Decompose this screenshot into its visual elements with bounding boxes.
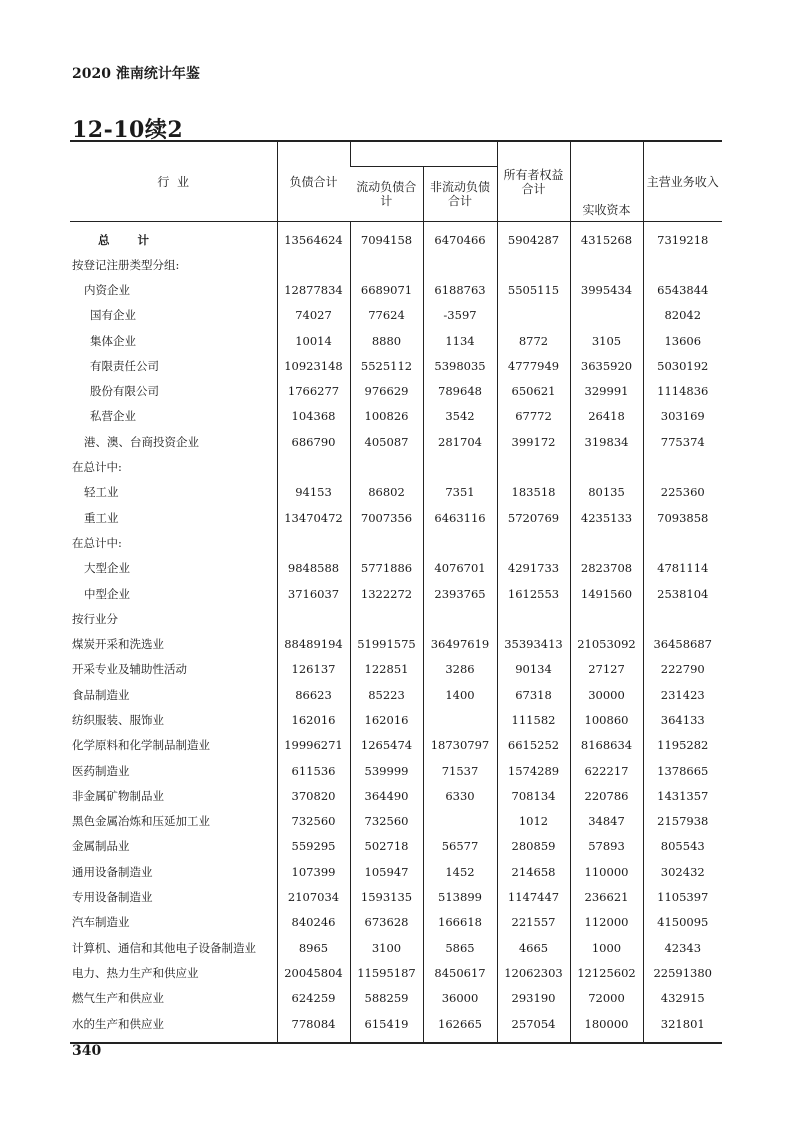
row-label: 黑色金属冶炼和压延加工业: [72, 814, 210, 829]
cell-value: 4076701: [423, 556, 497, 581]
cell-value: 13564624: [277, 222, 350, 253]
cell-value: 80135: [570, 480, 643, 505]
cell-value: 1105397: [643, 884, 722, 909]
row-label: 煤炭开采和洗选业: [72, 637, 164, 652]
table-row: [70, 758, 722, 783]
row-label: 化学原料和化学制品制造业: [72, 738, 210, 753]
cell-value: 34847: [570, 809, 643, 834]
cell-value: 74027: [277, 303, 350, 328]
cell-value: 8965: [277, 935, 350, 960]
cell-value: 6543844: [643, 277, 722, 302]
table-row: [70, 328, 722, 353]
cell-value: 222790: [643, 657, 722, 682]
cell-value: 7319218: [643, 222, 722, 253]
cell-value: 1400: [423, 682, 497, 707]
row-label: 汽车制造业: [72, 915, 130, 930]
row-label: 医药制造业: [72, 763, 130, 778]
cell-value: 2107034: [277, 884, 350, 909]
cell-value: 126137: [277, 657, 350, 682]
cell-value: 303169: [643, 404, 722, 429]
row-label: 集体企业: [90, 333, 136, 348]
col-header-paid-in-capital: 实收资本: [570, 141, 643, 222]
cell-value: 5398035: [423, 353, 497, 378]
cell-value: 622217: [570, 758, 643, 783]
table-row: [70, 884, 722, 909]
cell-value: 5720769: [497, 505, 570, 530]
cell-value: 11595187: [350, 960, 423, 985]
cell-value: [497, 303, 570, 328]
cell-value: 1134: [423, 328, 497, 353]
cell-value: 321801: [643, 1011, 722, 1043]
row-label: 内资企业: [84, 282, 130, 297]
cell-value: 8168634: [570, 733, 643, 758]
cell-value: 51991575: [350, 631, 423, 656]
cell-value: 183518: [497, 480, 570, 505]
cell-value: 5771886: [350, 556, 423, 581]
cell-value: 588259: [350, 986, 423, 1011]
cell-value: 1265474: [350, 733, 423, 758]
cell-value: [570, 530, 643, 555]
running-header: 2020 淮南统计年鉴: [72, 66, 200, 82]
cell-value: 6470466: [423, 222, 497, 253]
cell-value: 162665: [423, 1011, 497, 1043]
table-row: [70, 429, 722, 454]
row-label: 非金属矿物制品业: [72, 788, 164, 803]
table-row: [70, 809, 722, 834]
cell-value: 3286: [423, 657, 497, 682]
row-label: 大型企业: [84, 561, 130, 576]
cell-value: 27127: [570, 657, 643, 682]
table-row: [70, 783, 722, 808]
table-row: [70, 353, 722, 378]
table-row: [70, 910, 722, 935]
row-label: 食品制造业: [72, 687, 130, 702]
cell-value: 302432: [643, 859, 722, 884]
table-row: [70, 859, 722, 884]
cell-value: 56577: [423, 834, 497, 859]
cell-value: [277, 606, 350, 631]
row-label: 有限责任公司: [90, 358, 159, 373]
row-label: 国有企业: [90, 308, 136, 323]
cell-value: 122851: [350, 657, 423, 682]
cell-value: 6330: [423, 783, 497, 808]
table-row: [70, 530, 722, 555]
cell-value: 220786: [570, 783, 643, 808]
table-row: [70, 657, 722, 682]
table-row: [70, 733, 722, 758]
cell-value: 6689071: [350, 277, 423, 302]
table-header: [70, 141, 722, 222]
cell-value: 225360: [643, 480, 722, 505]
cell-value: [350, 606, 423, 631]
cell-value: 775374: [643, 429, 722, 454]
cell-value: 2393765: [423, 581, 497, 606]
table-row: [70, 631, 722, 656]
cell-value: 513899: [423, 884, 497, 909]
cell-value: 5030192: [643, 353, 722, 378]
cell-value: 3716037: [277, 581, 350, 606]
row-label: 开采专业及辅助性活动: [72, 662, 187, 677]
cell-value: 2538104: [643, 581, 722, 606]
col-header-owners-equity: 所有者权益合计: [497, 141, 570, 222]
statistics-table: [70, 140, 722, 1044]
table-row: [70, 834, 722, 859]
cell-value: 236621: [570, 884, 643, 909]
cell-value: 280859: [497, 834, 570, 859]
cell-value: 26418: [570, 404, 643, 429]
cell-value: 7351: [423, 480, 497, 505]
cell-value: 10014: [277, 328, 350, 353]
cell-value: 281704: [423, 429, 497, 454]
cell-value: 650621: [497, 378, 570, 403]
table-row: [70, 378, 722, 403]
cell-value: 57893: [570, 834, 643, 859]
cell-value: 364133: [643, 707, 722, 732]
table-row: [70, 252, 722, 277]
cell-value: 104368: [277, 404, 350, 429]
cell-value: 4291733: [497, 556, 570, 581]
cell-value: 3105: [570, 328, 643, 353]
cell-value: 94153: [277, 480, 350, 505]
cell-value: [423, 707, 497, 732]
row-label: 燃气生产和供应业: [72, 991, 164, 1006]
row-label: 纺织服装、服饰业: [72, 712, 164, 727]
table-row: [70, 960, 722, 985]
cell-value: [350, 530, 423, 555]
row-label: 私营企业: [90, 409, 136, 424]
cell-value: 976629: [350, 378, 423, 403]
cell-value: 502718: [350, 834, 423, 859]
cell-value: 615419: [350, 1011, 423, 1043]
cell-value: [570, 606, 643, 631]
col-header-industry: 行 业: [70, 141, 277, 222]
cell-value: 110000: [570, 859, 643, 884]
cell-value: 611536: [277, 758, 350, 783]
cell-value: 36497619: [423, 631, 497, 656]
cell-value: 293190: [497, 986, 570, 1011]
table-row: [70, 303, 722, 328]
row-label: 通用设备制造业: [72, 864, 153, 879]
row-label: 按行业分: [72, 611, 118, 626]
row-label: 计算机、通信和其他电子设备制造业: [72, 940, 256, 955]
cell-value: 805543: [643, 834, 722, 859]
cell-value: [497, 454, 570, 479]
cell-value: 20045804: [277, 960, 350, 985]
cell-value: 4315268: [570, 222, 643, 253]
cell-value: 1574289: [497, 758, 570, 783]
cell-value: 72000: [570, 986, 643, 1011]
cell-value: 3100: [350, 935, 423, 960]
cell-value: 107399: [277, 859, 350, 884]
cell-value: 86623: [277, 682, 350, 707]
cell-value: [277, 252, 350, 277]
row-label: 在总计中:: [72, 460, 122, 475]
cell-value: 364490: [350, 783, 423, 808]
cell-value: 13470472: [277, 505, 350, 530]
row-label: 股份有限公司: [90, 384, 159, 399]
col-header-main-revenue: 主营业务收入: [643, 141, 722, 222]
cell-value: 111582: [497, 707, 570, 732]
cell-value: 12877834: [277, 277, 350, 302]
cell-value: 778084: [277, 1011, 350, 1043]
cell-value: 559295: [277, 834, 350, 859]
cell-value: 5525112: [350, 353, 423, 378]
row-label: 水的生产和供应业: [72, 1016, 164, 1031]
cell-value: 8880: [350, 328, 423, 353]
col-header-total-liabilities: 负债合计: [277, 141, 350, 222]
cell-value: 1612553: [497, 581, 570, 606]
cell-value: 2157938: [643, 809, 722, 834]
statistics-table-container: [70, 140, 722, 1044]
cell-value: 329991: [570, 378, 643, 403]
table-row: [70, 1011, 722, 1043]
cell-value: [497, 530, 570, 555]
cell-value: [423, 530, 497, 555]
cell-value: 3995434: [570, 277, 643, 302]
cell-value: 686790: [277, 429, 350, 454]
cell-value: 88489194: [277, 631, 350, 656]
cell-value: 13606: [643, 328, 722, 353]
cell-value: 370820: [277, 783, 350, 808]
cell-value: 319834: [570, 429, 643, 454]
cell-value: 21053092: [570, 631, 643, 656]
cell-value: 8450617: [423, 960, 497, 985]
row-label: 金属制品业: [72, 839, 130, 854]
cell-value: 732560: [350, 809, 423, 834]
cell-value: 1012: [497, 809, 570, 834]
cell-value: 1491560: [570, 581, 643, 606]
row-label: 港、澳、台商投资企业: [84, 434, 199, 449]
cell-value: 12125602: [570, 960, 643, 985]
cell-value: 732560: [277, 809, 350, 834]
table-row: [70, 606, 722, 631]
table-body: [70, 222, 722, 1044]
cell-value: 166618: [423, 910, 497, 935]
row-label: 重工业: [84, 510, 119, 525]
cell-value: [570, 303, 643, 328]
cell-value: 405087: [350, 429, 423, 454]
cell-value: 100826: [350, 404, 423, 429]
cell-value: 5505115: [497, 277, 570, 302]
cell-value: 5904287: [497, 222, 570, 253]
cell-value: 67318: [497, 682, 570, 707]
cell-value: [643, 454, 722, 479]
cell-value: 71537: [423, 758, 497, 783]
cell-value: [423, 252, 497, 277]
table-row: [70, 707, 722, 732]
cell-value: 624259: [277, 986, 350, 1011]
cell-value: [350, 454, 423, 479]
row-label: 按登记注册类型分组:: [72, 257, 180, 272]
cell-value: 4781114: [643, 556, 722, 581]
cell-value: [497, 252, 570, 277]
cell-value: 7093858: [643, 505, 722, 530]
cell-value: 4665: [497, 935, 570, 960]
cell-value: 1195282: [643, 733, 722, 758]
page-number: 340: [72, 1043, 102, 1059]
cell-value: [643, 252, 722, 277]
cell-value: 7007356: [350, 505, 423, 530]
cell-value: 19996271: [277, 733, 350, 758]
cell-value: 4777949: [497, 353, 570, 378]
cell-value: 36458687: [643, 631, 722, 656]
col-header-current-liabilities: 流动负债合计: [350, 167, 423, 222]
cell-value: 90134: [497, 657, 570, 682]
cell-value: 162016: [277, 707, 350, 732]
cell-value: 112000: [570, 910, 643, 935]
cell-value: 399172: [497, 429, 570, 454]
cell-value: 36000: [423, 986, 497, 1011]
table-row: [70, 505, 722, 530]
row-label: 在总计中:: [72, 535, 122, 550]
cell-value: 1593135: [350, 884, 423, 909]
table-row: [70, 404, 722, 429]
table-row: [70, 480, 722, 505]
cell-value: 1766277: [277, 378, 350, 403]
cell-value: 67772: [497, 404, 570, 429]
cell-value: 42343: [643, 935, 722, 960]
cell-value: [423, 809, 497, 834]
row-label: 轻工业: [84, 485, 119, 500]
cell-value: 6615252: [497, 733, 570, 758]
cell-value: 673628: [350, 910, 423, 935]
cell-value: 1000: [570, 935, 643, 960]
cell-value: 6188763: [423, 277, 497, 302]
cell-value: 82042: [643, 303, 722, 328]
cell-value: 2823708: [570, 556, 643, 581]
cell-value: -3597: [423, 303, 497, 328]
cell-value: [423, 606, 497, 631]
cell-value: [643, 530, 722, 555]
cell-value: 35393413: [497, 631, 570, 656]
table-row: [70, 277, 722, 302]
cell-value: 30000: [570, 682, 643, 707]
cell-value: [643, 606, 722, 631]
cell-value: 4235133: [570, 505, 643, 530]
table-row: [70, 682, 722, 707]
cell-value: 257054: [497, 1011, 570, 1043]
col-header-noncurrent-liabilities: 非流动负债合计: [423, 167, 497, 222]
cell-value: 18730797: [423, 733, 497, 758]
row-label: 中型企业: [84, 586, 130, 601]
table-row: [70, 986, 722, 1011]
cell-value: 3635920: [570, 353, 643, 378]
cell-value: 1114836: [643, 378, 722, 403]
cell-value: 1322272: [350, 581, 423, 606]
cell-value: 221557: [497, 910, 570, 935]
cell-value: 539999: [350, 758, 423, 783]
cell-value: 180000: [570, 1011, 643, 1043]
cell-value: 1378665: [643, 758, 722, 783]
cell-value: 708134: [497, 783, 570, 808]
row-label: 总 计: [98, 233, 162, 247]
cell-value: 8772: [497, 328, 570, 353]
cell-value: 3542: [423, 404, 497, 429]
cell-value: 5865: [423, 935, 497, 960]
cell-value: [423, 454, 497, 479]
table-row: [70, 556, 722, 581]
cell-value: 77624: [350, 303, 423, 328]
cell-value: 10923148: [277, 353, 350, 378]
cell-value: 12062303: [497, 960, 570, 985]
cell-value: 231423: [643, 682, 722, 707]
table-title: 12-10续2: [72, 117, 184, 143]
cell-value: 6463116: [423, 505, 497, 530]
cell-value: 7094158: [350, 222, 423, 253]
table-row: [70, 581, 722, 606]
row-label: 专用设备制造业: [72, 890, 153, 905]
cell-value: 1452: [423, 859, 497, 884]
cell-value: 789648: [423, 378, 497, 403]
col-header-liabilities-group: [350, 141, 497, 167]
cell-value: [570, 252, 643, 277]
cell-value: 214658: [497, 859, 570, 884]
cell-value: 432915: [643, 986, 722, 1011]
cell-value: [497, 606, 570, 631]
cell-value: 100860: [570, 707, 643, 732]
cell-value: [277, 454, 350, 479]
cell-value: 9848588: [277, 556, 350, 581]
cell-value: 105947: [350, 859, 423, 884]
cell-value: 22591380: [643, 960, 722, 985]
cell-value: 1431357: [643, 783, 722, 808]
cell-value: 85223: [350, 682, 423, 707]
cell-value: 4150095: [643, 910, 722, 935]
cell-value: [350, 252, 423, 277]
cell-value: [570, 454, 643, 479]
cell-value: [277, 530, 350, 555]
cell-value: 162016: [350, 707, 423, 732]
cell-value: 1147447: [497, 884, 570, 909]
table-row: [70, 222, 722, 253]
cell-value: 86802: [350, 480, 423, 505]
table-row: [70, 454, 722, 479]
cell-value: 840246: [277, 910, 350, 935]
row-label: 电力、热力生产和供应业: [72, 965, 199, 980]
table-row: [70, 935, 722, 960]
